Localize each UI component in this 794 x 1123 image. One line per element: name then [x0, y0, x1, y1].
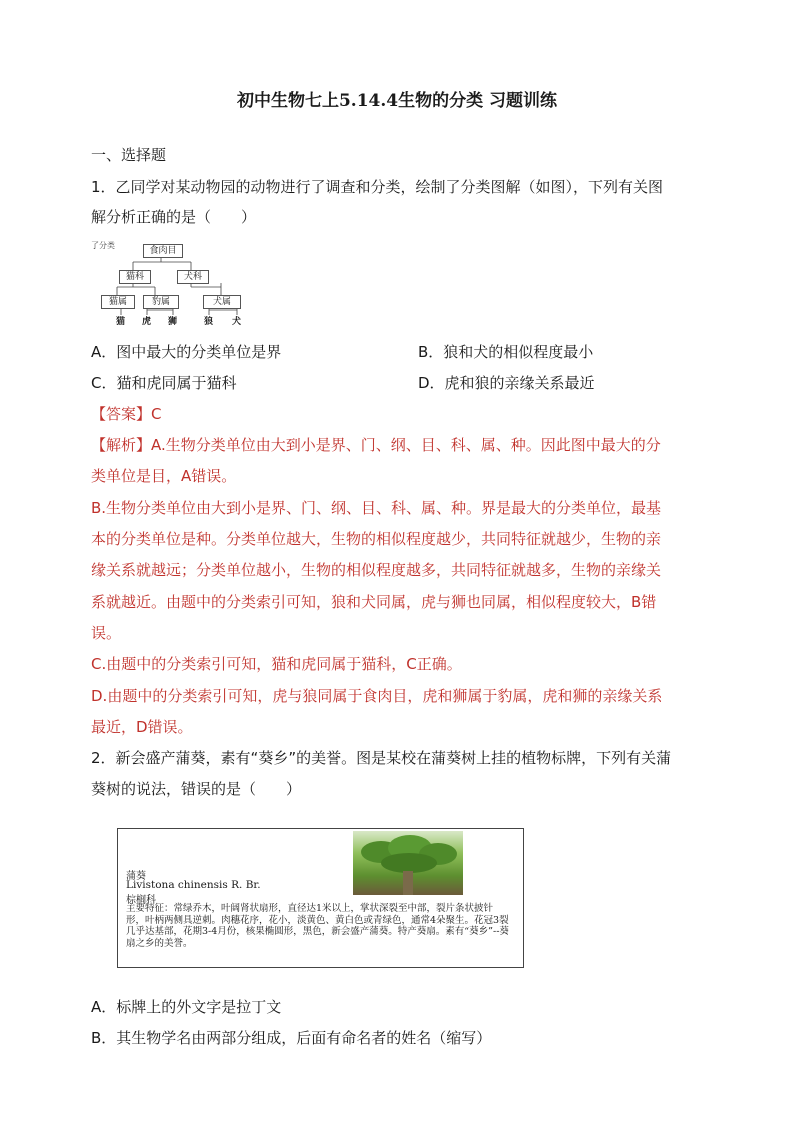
q1-analysis-line: 类单位是目，A错误。: [91, 467, 237, 485]
q2-option-a: A．标牌上的外文字是拉丁文: [91, 998, 282, 1016]
sign-latin-name: Livistona chinensis R. Br.: [126, 879, 261, 891]
q1-option-c: C．猫和虎同属于猫科: [91, 374, 237, 392]
page-title: 初中生物七上5.14.4生物的分类 习题训练: [236, 91, 558, 111]
diagram-corner-label: 了分类: [91, 241, 115, 250]
q1-option-d: D．虎和狼的亲缘关系最近: [418, 374, 595, 392]
sign-family: 棕榈科: [126, 895, 156, 906]
genus-box-cat: 猫属: [101, 295, 135, 309]
answer-value: C: [151, 405, 162, 423]
animal-label: 犬: [232, 317, 242, 327]
sign-chinese-name: 蒲葵: [126, 871, 146, 882]
sign-description: 主要特征：常绿乔木，叶阔肾状扇形，直径达1米以上，掌状深裂至中部，裂片条状披针形，叶柄两侧具逆刺。肉穗花序，花小，淡黄色、黄白色或青绿色，通常4朵聚生。花冠3裂几乎达基部，花期3-4月份，核果椭圆形，黑色，新会盛产蒲葵。特产葵扇。素有“葵乡”--葵扇之乡的美誉。: [126, 903, 509, 949]
animal-label: 狮: [168, 317, 178, 327]
q1-stem-line1: 1．乙同学对某动物园的动物进行了调查和分类，绘制了分类图解（如图），下列有关图: [91, 178, 664, 196]
q1-option-a: A．图中最大的分类单位是界: [91, 343, 282, 361]
palm-tree-photo: [353, 831, 463, 895]
q1-analysis-line: [91, 435, 661, 455]
plant-sign: [117, 828, 524, 968]
q2-option-b: B．其生物学名由两部分组成，后面有命名者的姓名（缩写）: [91, 1029, 492, 1047]
q1-analysis-line: C.由题中的分类索引可知，猫和虎同属于猫科，C正确。: [91, 655, 462, 673]
family-box-dog: 犬科: [177, 270, 209, 284]
q2-stem-line2: 葵树的说法，错误的是（ ）: [91, 780, 302, 798]
animal-label: 猫: [116, 317, 126, 327]
q1-analysis-line: 最近，D错误。: [91, 718, 193, 736]
section-heading: 一、选择题: [91, 146, 167, 164]
analysis-tag: 【解析】: [91, 436, 152, 454]
classification-diagram: [91, 240, 251, 330]
q1-analysis-line: 系就越近。由题中的分类索引可知，狼和犬同属，虎与狮也同属，相似程度较大，B错: [91, 593, 657, 611]
q1-analysis-line: 本的分类单位是种。分类单位越大，生物的相似程度越少，共同特征就越少，生物的亲: [91, 530, 662, 548]
q1-analysis-line: B.生物分类单位由大到小是界、门、纲、目、科、属、种。界是最大的分类单位，最基: [91, 499, 662, 517]
order-box: 食肉目: [143, 244, 183, 258]
q1-analysis-line: D.由题中的分类索引可知，虎与狼同属于食肉目，虎和狮属于豹属，虎和狮的亲缘关系: [91, 687, 663, 705]
q1-analysis-line: 缘关系就越远；分类单位越小，生物的相似程度越多，共同特征就越多，生物的亲缘关: [91, 561, 662, 579]
analysis-text: A.生物分类单位由大到小是界、门、纲、目、科、属、种。因此图中最大的分: [151, 436, 661, 454]
q1-option-b: B．狼和犬的相似程度最小: [418, 343, 594, 361]
genus-box-dog: 犬属: [203, 295, 241, 309]
q2-stem-line1: 2．新会盛产蒲葵，素有“葵乡”的美誉。图是某校在蒲葵树上挂的植物标牌，下列有关蒲: [91, 749, 672, 767]
animal-label: 狼: [204, 317, 214, 327]
q1-answer: [91, 404, 162, 424]
answer-tag: 【答案】: [91, 405, 152, 423]
genus-box-panthera: 豹属: [143, 295, 179, 309]
q1-stem-line2: 解分析正确的是（ ）: [91, 208, 257, 226]
animal-label: 虎: [142, 317, 152, 327]
family-box-cat: 猫科: [119, 270, 151, 284]
q1-analysis-line: 误。: [91, 624, 122, 642]
